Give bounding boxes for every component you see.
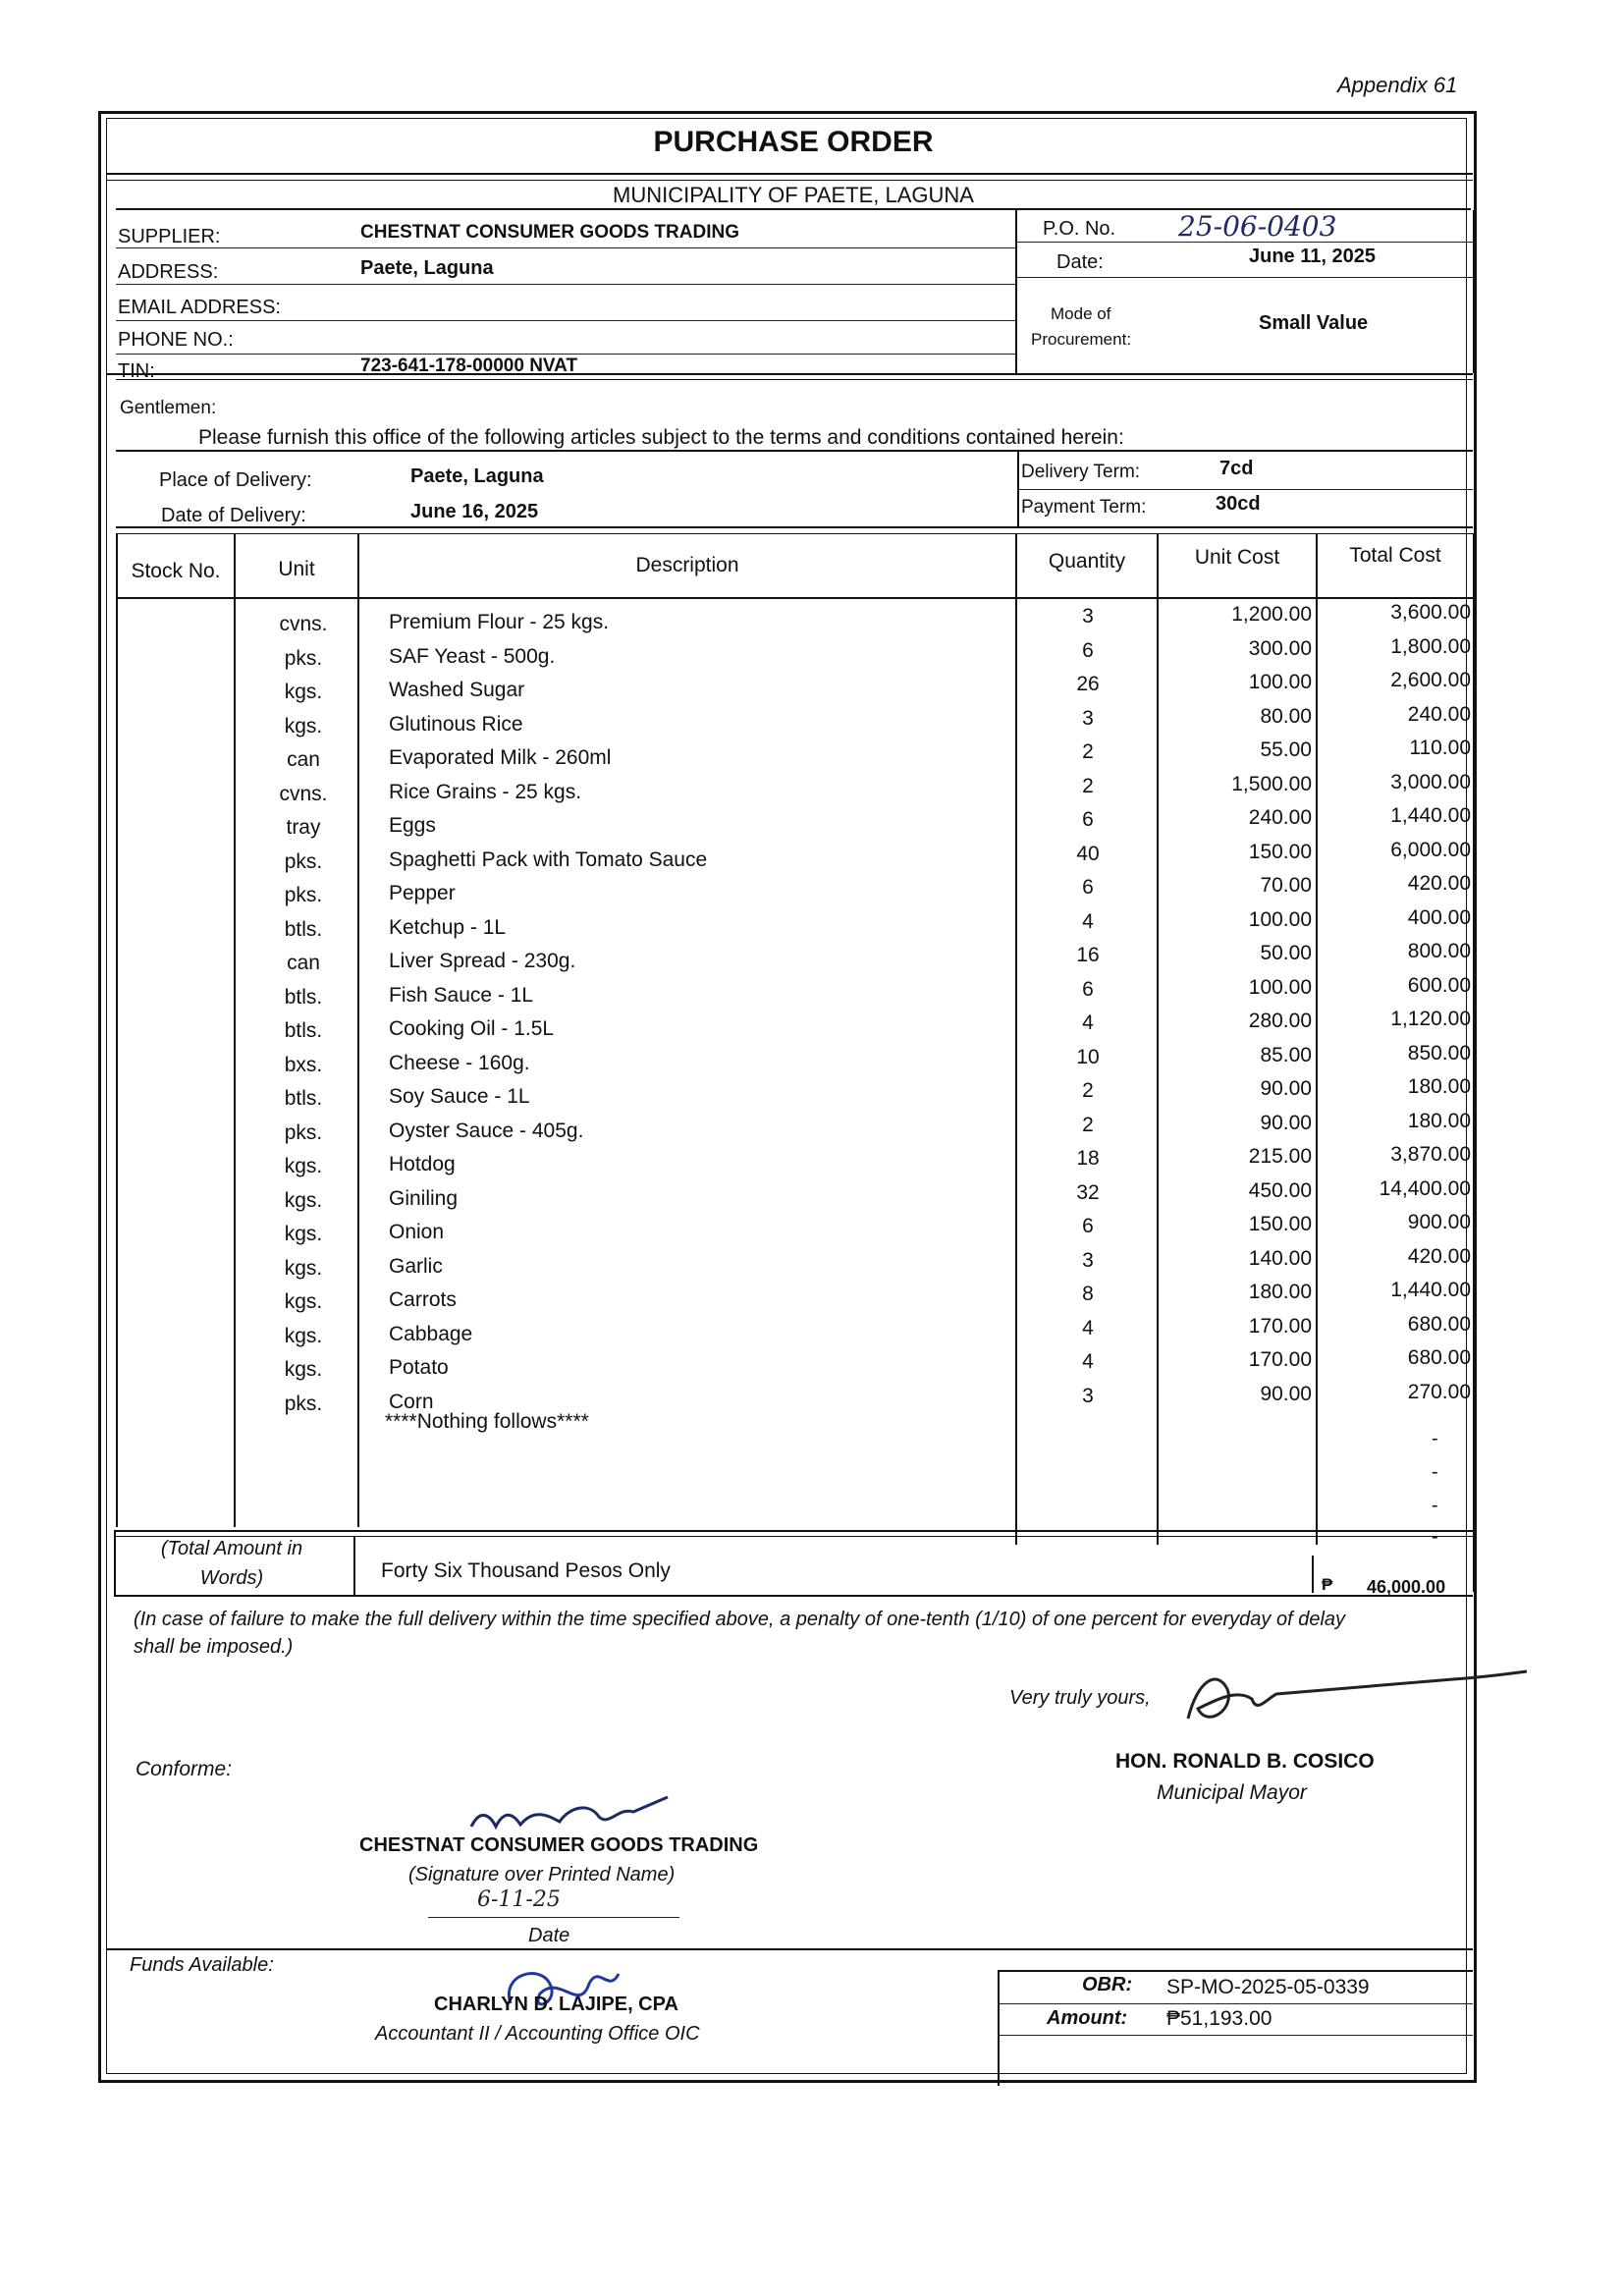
divider: [116, 533, 1473, 534]
cell-description: Glutinous Rice: [389, 712, 523, 736]
cell-unit-cost: 150.00: [1248, 840, 1312, 863]
cell-description: Eggs: [389, 814, 436, 837]
cell-description: Onion: [389, 1221, 445, 1243]
cell-quantity: 10: [1076, 1045, 1100, 1068]
penalty-clause: (In case of failure to make the full delivery within the time specified above, a penalty of one-tenth (1/10) of one percent for everyday of delay: [134, 1609, 1346, 1630]
conforme-label: Conforme:: [135, 1758, 233, 1780]
cell-description: Premium Flour - 25 kgs.: [389, 611, 610, 633]
obr-label: OBR:: [1082, 1974, 1133, 1995]
cell-unit: pks.: [284, 1120, 323, 1144]
cell-description: Spaghetti Pack with Tomato Sauce: [389, 847, 708, 871]
cell-quantity: 3: [1082, 1384, 1094, 1407]
cell-quantity: 6: [1082, 977, 1094, 1001]
cell-description: Evaporated Milk - 260ml: [389, 746, 612, 769]
nothing-follows-note: ****Nothing follows****: [385, 1410, 589, 1433]
cell-unit-cost: 90.00: [1260, 1382, 1312, 1405]
cell-unit: pks.: [284, 884, 323, 906]
cell-unit-cost: 100.00: [1248, 975, 1312, 999]
cell-quantity: 4: [1082, 1350, 1094, 1373]
cell-unit: btls.: [284, 1019, 323, 1042]
cell-total-cost: 180.00: [1407, 1109, 1471, 1132]
divider: [116, 450, 1473, 452]
cell-quantity: 4: [1082, 909, 1094, 933]
cell-total-cost: 800.00: [1407, 940, 1471, 962]
cell-quantity: 2: [1082, 1079, 1094, 1102]
mode-label-line-1: Mode of: [1051, 304, 1111, 323]
divider: [998, 2035, 1473, 2036]
cell-description: Ketchup - 1L: [389, 915, 507, 939]
cell-unit-cost: 1,200.00: [1231, 603, 1312, 626]
cell-total-cost: 1,440.00: [1390, 804, 1471, 827]
cell-quantity: 18: [1076, 1147, 1100, 1170]
cell-quantity: 16: [1076, 944, 1100, 966]
cell-description: Garlic: [389, 1254, 443, 1278]
cell-quantity: 3: [1082, 706, 1094, 730]
header-stock-no: Stock No.: [131, 560, 221, 582]
cell-quantity: 2: [1082, 1113, 1094, 1136]
cell-total-cost: 1,800.00: [1390, 634, 1471, 658]
divider: [116, 526, 1473, 528]
cell-unit: kgs.: [284, 1290, 323, 1313]
divider: [1015, 277, 1473, 278]
cell-quantity: 4: [1082, 1316, 1094, 1339]
cell-unit-cost: 90.00: [1260, 1077, 1312, 1100]
cell-unit: btls.: [284, 1087, 323, 1110]
header-total-cost: Total Cost: [1349, 544, 1441, 567]
mayor-name: HON. RONALD B. COSICO: [1115, 1750, 1375, 1773]
cell-quantity: 40: [1076, 842, 1100, 865]
date-of-delivery-label: Date of Delivery:: [161, 505, 306, 526]
divider: [114, 1530, 116, 1595]
supplier-label: SUPPLIER:: [118, 226, 221, 247]
divider: [106, 173, 1473, 175]
cell-unit: btls.: [284, 917, 323, 941]
cell-description: Carrots: [389, 1288, 457, 1311]
cell-unit-cost: 50.00: [1260, 942, 1312, 964]
cell-quantity: 32: [1076, 1180, 1100, 1204]
cell-unit: bxs.: [284, 1053, 323, 1076]
supplier-value: CHESTNAT CONSUMER GOODS TRADING: [360, 222, 739, 243]
payment-term-value: 30cd: [1216, 493, 1261, 515]
cell-unit: kgs.: [284, 1188, 323, 1212]
cell-description: Potato: [389, 1356, 449, 1379]
cell-unit-cost: 170.00: [1248, 1314, 1312, 1338]
accountant-title: Accountant II / Accounting Office OIC: [375, 2023, 700, 2045]
document-title: PURCHASE ORDER: [653, 126, 934, 158]
cell-unit-cost: 180.00: [1248, 1281, 1312, 1303]
cell-unit: tray: [286, 816, 321, 839]
cell-quantity: 2: [1082, 740, 1094, 763]
cell-description: Pepper: [389, 882, 456, 904]
total-words-label-line-2: Words): [199, 1567, 264, 1589]
empty-row-dash: -: [1432, 1461, 1438, 1483]
cell-total-cost: 1,120.00: [1390, 1008, 1471, 1030]
obr-amount-value: ₱51,193.00: [1166, 2007, 1272, 2030]
signature-caption: (Signature over Printed Name): [408, 1864, 676, 1885]
cell-unit: pks.: [284, 1392, 323, 1415]
header-unit: Unit: [278, 558, 315, 580]
place-of-delivery-value: Paete, Laguna: [410, 465, 544, 487]
cell-unit-cost: 300.00: [1248, 636, 1312, 660]
mode-label-line-2: Procurement:: [1031, 330, 1132, 349]
email-label: EMAIL ADDRESS:: [118, 297, 281, 318]
cell-unit-cost: 80.00: [1260, 704, 1312, 728]
total-words-label-line-1: (Total Amount in: [160, 1538, 303, 1559]
empty-row-dash: -: [1432, 1428, 1438, 1449]
mayor-signature: [1159, 1660, 1532, 1748]
cell-description: Cabbage: [389, 1322, 473, 1345]
supplier-printed-name: CHESTNAT CONSUMER GOODS TRADING: [359, 1834, 759, 1856]
column-divider: [234, 533, 236, 1527]
salutation: Gentlemen:: [120, 398, 217, 418]
cell-unit-cost: 100.00: [1248, 907, 1312, 931]
total-amount-value: 46,000.00: [1367, 1577, 1446, 1597]
divider: [1015, 242, 1473, 243]
address-label: ADDRESS:: [118, 261, 219, 283]
penalty-clause-end: shall be imposed.): [134, 1636, 294, 1658]
payment-term-label: Payment Term:: [1021, 497, 1147, 518]
cell-total-cost: 2,600.00: [1390, 669, 1471, 691]
cell-description: Rice Grains - 25 kgs.: [389, 780, 582, 803]
column-divider: [1316, 533, 1318, 1545]
cell-unit: cvns.: [279, 782, 328, 805]
cell-total-cost: 680.00: [1407, 1346, 1471, 1369]
cell-description: Corn: [389, 1390, 434, 1413]
cell-unit-cost: 240.00: [1248, 806, 1312, 829]
divider: [106, 373, 1473, 375]
cell-description: SAF Yeast - 500g.: [389, 644, 556, 668]
divider: [1015, 210, 1017, 373]
cell-unit-cost: 55.00: [1260, 738, 1312, 761]
divider: [114, 1530, 1473, 1532]
cell-quantity: 3: [1082, 1248, 1094, 1272]
date-underline: [428, 1917, 679, 1918]
cell-unit: kgs.: [284, 1324, 323, 1347]
divider: [114, 1595, 1473, 1597]
cell-quantity: 6: [1082, 808, 1094, 831]
phone-label: PHONE NO.:: [118, 329, 234, 351]
tin-label: TIN:: [118, 360, 155, 382]
address-value: Paete, Laguna: [360, 257, 494, 279]
cell-total-cost: 420.00: [1407, 872, 1471, 895]
cell-unit: kgs.: [284, 1256, 323, 1280]
appendix-label: Appendix 61: [1337, 73, 1458, 97]
furnish-instruction: Please furnish this office of the following articles subject to the terms and conditions contained herein:: [198, 426, 1124, 449]
divider: [998, 1970, 1473, 1972]
closing-phrase: Very truly yours,: [1009, 1687, 1151, 1709]
cell-unit: btls.: [284, 985, 323, 1009]
cell-quantity: 3: [1082, 605, 1094, 628]
cell-quantity: 2: [1082, 774, 1094, 797]
peso-sign: ₱: [1322, 1575, 1333, 1594]
amount-label: Amount:: [1047, 2007, 1128, 2029]
cell-unit: can: [287, 748, 320, 771]
cell-unit-cost: 85.00: [1260, 1043, 1312, 1066]
cell-unit-cost: 70.00: [1260, 874, 1312, 897]
total-amount-in-words: Forty Six Thousand Pesos Only: [381, 1559, 671, 1582]
cell-quantity: 4: [1082, 1011, 1094, 1034]
divider: [116, 247, 1015, 248]
cell-total-cost: 14,400.00: [1379, 1176, 1471, 1200]
column-divider: [1157, 533, 1159, 1545]
header-description: Description: [635, 554, 739, 576]
cell-description: Washed Sugar: [389, 679, 525, 701]
funds-available-label: Funds Available:: [130, 1954, 274, 1976]
municipality-label: MUNICIPALITY OF PAETE, LAGUNA: [613, 183, 974, 207]
cell-description: Fish Sauce - 1L: [389, 983, 534, 1007]
table-border: [116, 533, 118, 1527]
divider: [116, 354, 1015, 355]
cell-total-cost: 3,870.00: [1390, 1143, 1471, 1166]
cell-total-cost: 3,000.00: [1390, 770, 1471, 793]
po-date-value: June 11, 2025: [1249, 246, 1376, 267]
cell-description: Giniling: [389, 1186, 459, 1210]
table-border: [1473, 533, 1475, 1592]
cell-total-cost: 1,440.00: [1390, 1279, 1471, 1301]
divider: [116, 284, 1015, 285]
cell-total-cost: 680.00: [1407, 1312, 1471, 1336]
column-divider: [1015, 533, 1017, 1545]
po-number-value: 25-06-0403: [1178, 210, 1337, 243]
cell-description: Cooking Oil - 1.5L: [389, 1017, 555, 1040]
divider: [1312, 1556, 1314, 1593]
conforme-date-value: 6-11-25: [477, 1887, 561, 1912]
cell-unit: kgs.: [284, 714, 323, 738]
cell-unit: pks.: [284, 646, 323, 670]
cell-total-cost: 110.00: [1409, 737, 1471, 759]
cell-unit-cost: 450.00: [1248, 1178, 1312, 1202]
cell-total-cost: 400.00: [1407, 905, 1471, 929]
cell-quantity: 26: [1076, 673, 1100, 695]
cell-description: Liver Spread - 230g.: [389, 950, 576, 972]
header-unit-cost: Unit Cost: [1194, 546, 1280, 569]
cell-unit: kgs.: [284, 1155, 323, 1177]
cell-unit-cost: 1,500.00: [1231, 772, 1312, 795]
empty-row-dash: -: [1432, 1495, 1438, 1516]
obr-value: SP-MO-2025-05-0339: [1166, 1976, 1370, 1998]
cell-unit: cvns.: [279, 613, 328, 635]
cell-unit: pks.: [284, 849, 323, 873]
cell-description: Soy Sauce - 1L: [389, 1085, 530, 1108]
cell-unit-cost: 215.00: [1248, 1145, 1312, 1168]
mayor-title: Municipal Mayor: [1157, 1781, 1307, 1804]
divider: [106, 1948, 1473, 1950]
divider: [353, 1536, 355, 1595]
delivery-term-value: 7cd: [1219, 458, 1254, 479]
cell-unit-cost: 150.00: [1248, 1213, 1312, 1235]
cell-quantity: 6: [1082, 1215, 1094, 1237]
cell-unit-cost: 100.00: [1248, 671, 1312, 693]
divider: [998, 1970, 1000, 2086]
cell-total-cost: 240.00: [1407, 702, 1471, 726]
po-number-label: P.O. No.: [1043, 218, 1116, 240]
divider: [116, 379, 1473, 380]
divider: [1017, 489, 1473, 490]
cell-unit-cost: 90.00: [1260, 1111, 1312, 1134]
cell-description: Oyster Sauce - 405g.: [389, 1119, 584, 1142]
cell-unit: can: [287, 952, 320, 974]
empty-row-dash: -: [1432, 1526, 1438, 1548]
cell-total-cost: 600.00: [1407, 973, 1471, 997]
cell-description: Cheese - 160g.: [389, 1051, 530, 1074]
divider: [1473, 210, 1475, 373]
table-header-divider: [116, 597, 1473, 599]
cell-quantity: 6: [1082, 876, 1094, 899]
conforme-date-label: Date: [528, 1925, 570, 1946]
cell-total-cost: 270.00: [1407, 1380, 1471, 1403]
date-of-delivery-value: June 16, 2025: [410, 501, 539, 522]
cell-total-cost: 6,000.00: [1390, 838, 1471, 861]
cell-unit-cost: 140.00: [1248, 1246, 1312, 1270]
cell-unit-cost: 170.00: [1248, 1348, 1312, 1371]
cell-total-cost: 3,600.00: [1390, 601, 1471, 624]
divider: [116, 320, 1015, 321]
divider: [106, 180, 1473, 181]
cell-unit: kgs.: [284, 1358, 323, 1381]
delivery-term-label: Delivery Term:: [1021, 462, 1141, 482]
cell-description: Hotdog: [389, 1153, 456, 1175]
header-quantity: Quantity: [1048, 550, 1126, 573]
cell-quantity: 8: [1082, 1283, 1094, 1305]
cell-total-cost: 900.00: [1407, 1211, 1471, 1233]
cell-unit-cost: 280.00: [1248, 1010, 1312, 1032]
divider: [998, 2003, 1473, 2004]
cell-unit: kgs.: [284, 1223, 323, 1245]
divider: [114, 1536, 1473, 1537]
mode-value: Small Value: [1259, 312, 1369, 334]
po-date-label: Date:: [1056, 251, 1104, 273]
cell-quantity: 6: [1082, 638, 1094, 662]
cell-total-cost: 420.00: [1407, 1244, 1471, 1268]
cell-total-cost: 850.00: [1407, 1041, 1471, 1065]
cell-unit: kgs.: [284, 681, 323, 703]
place-of-delivery-label: Place of Delivery:: [159, 469, 312, 491]
tin-value: 723-641-178-00000 NVAT: [360, 355, 578, 376]
accountant-name: CHARLYN D. LAJIPE, CPA: [434, 1994, 678, 2015]
cell-total-cost: 180.00: [1407, 1075, 1471, 1098]
